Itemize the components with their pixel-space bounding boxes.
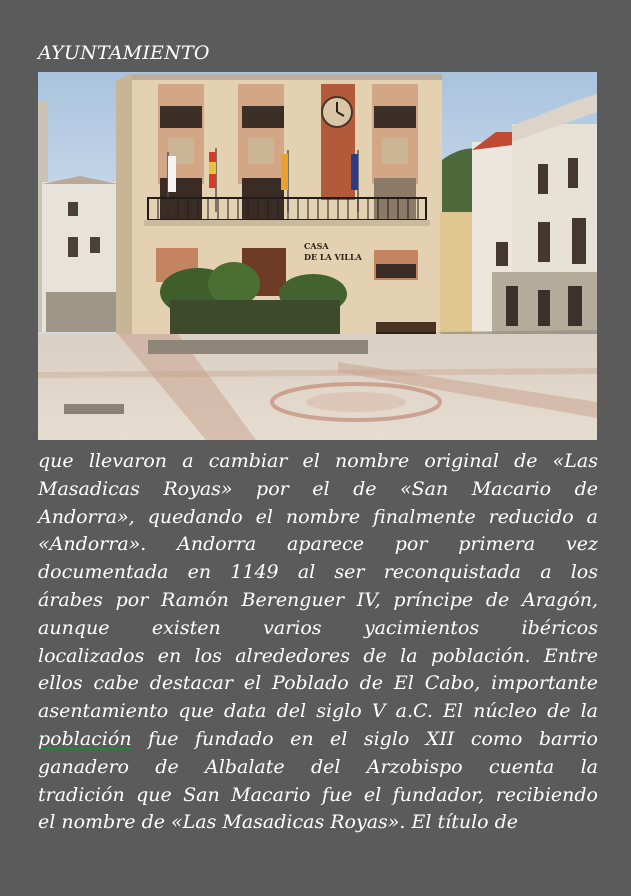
body-line-4: «Andorra». Andorra aparece por primera vez: [38, 533, 598, 556]
body-line-7: aunque existen varios yacimientos ibéricos: [38, 616, 598, 639]
body-line-11-rest: fue fundado en el siglo XII como barrio: [131, 727, 598, 750]
body-line-10: asentamiento que data del siglo V a.C. El núcleo de la: [38, 700, 598, 723]
body-line-5: documentada en 1149 al ser reconquistada a los: [38, 561, 598, 584]
sign-line-casa: CASA: [304, 241, 329, 251]
body-line-12: ganadero de Albalate del Arzobispo cuenta la: [38, 755, 598, 778]
body-line-6: árabes por Ramón Berenguer IV, príncipe de Aragón,: [38, 588, 598, 611]
body-line-14: el nombre de «Las Masadicas Royas». El título de: [38, 811, 519, 834]
body-paragraph: [38, 448, 598, 837]
body-line-8: localizados en los alrededores de la población. Entre: [38, 644, 598, 667]
body-line-2: Masadicas Royas» por el de «San Macario de: [38, 477, 598, 500]
body-line-13: tradición que San Macario fue el fundador, recibiendo: [38, 783, 598, 806]
section-heading: AYUNTAMIENTO: [38, 42, 210, 64]
body-line-9: ellos cabe destacar el Poblado de El Cabo, importante: [38, 672, 598, 695]
body-line-11: [38, 726, 598, 754]
underlined-word: población: [38, 727, 132, 750]
sign-line-de-la-villa: DE LA VILLA: [304, 252, 362, 262]
body-line-3: Andorra», quedando el nombre finalmente reducido a: [38, 505, 598, 528]
body-line-1: que llevaron a cambiar el nombre original de «Las: [38, 450, 598, 472]
town-hall-photo: [38, 72, 597, 440]
